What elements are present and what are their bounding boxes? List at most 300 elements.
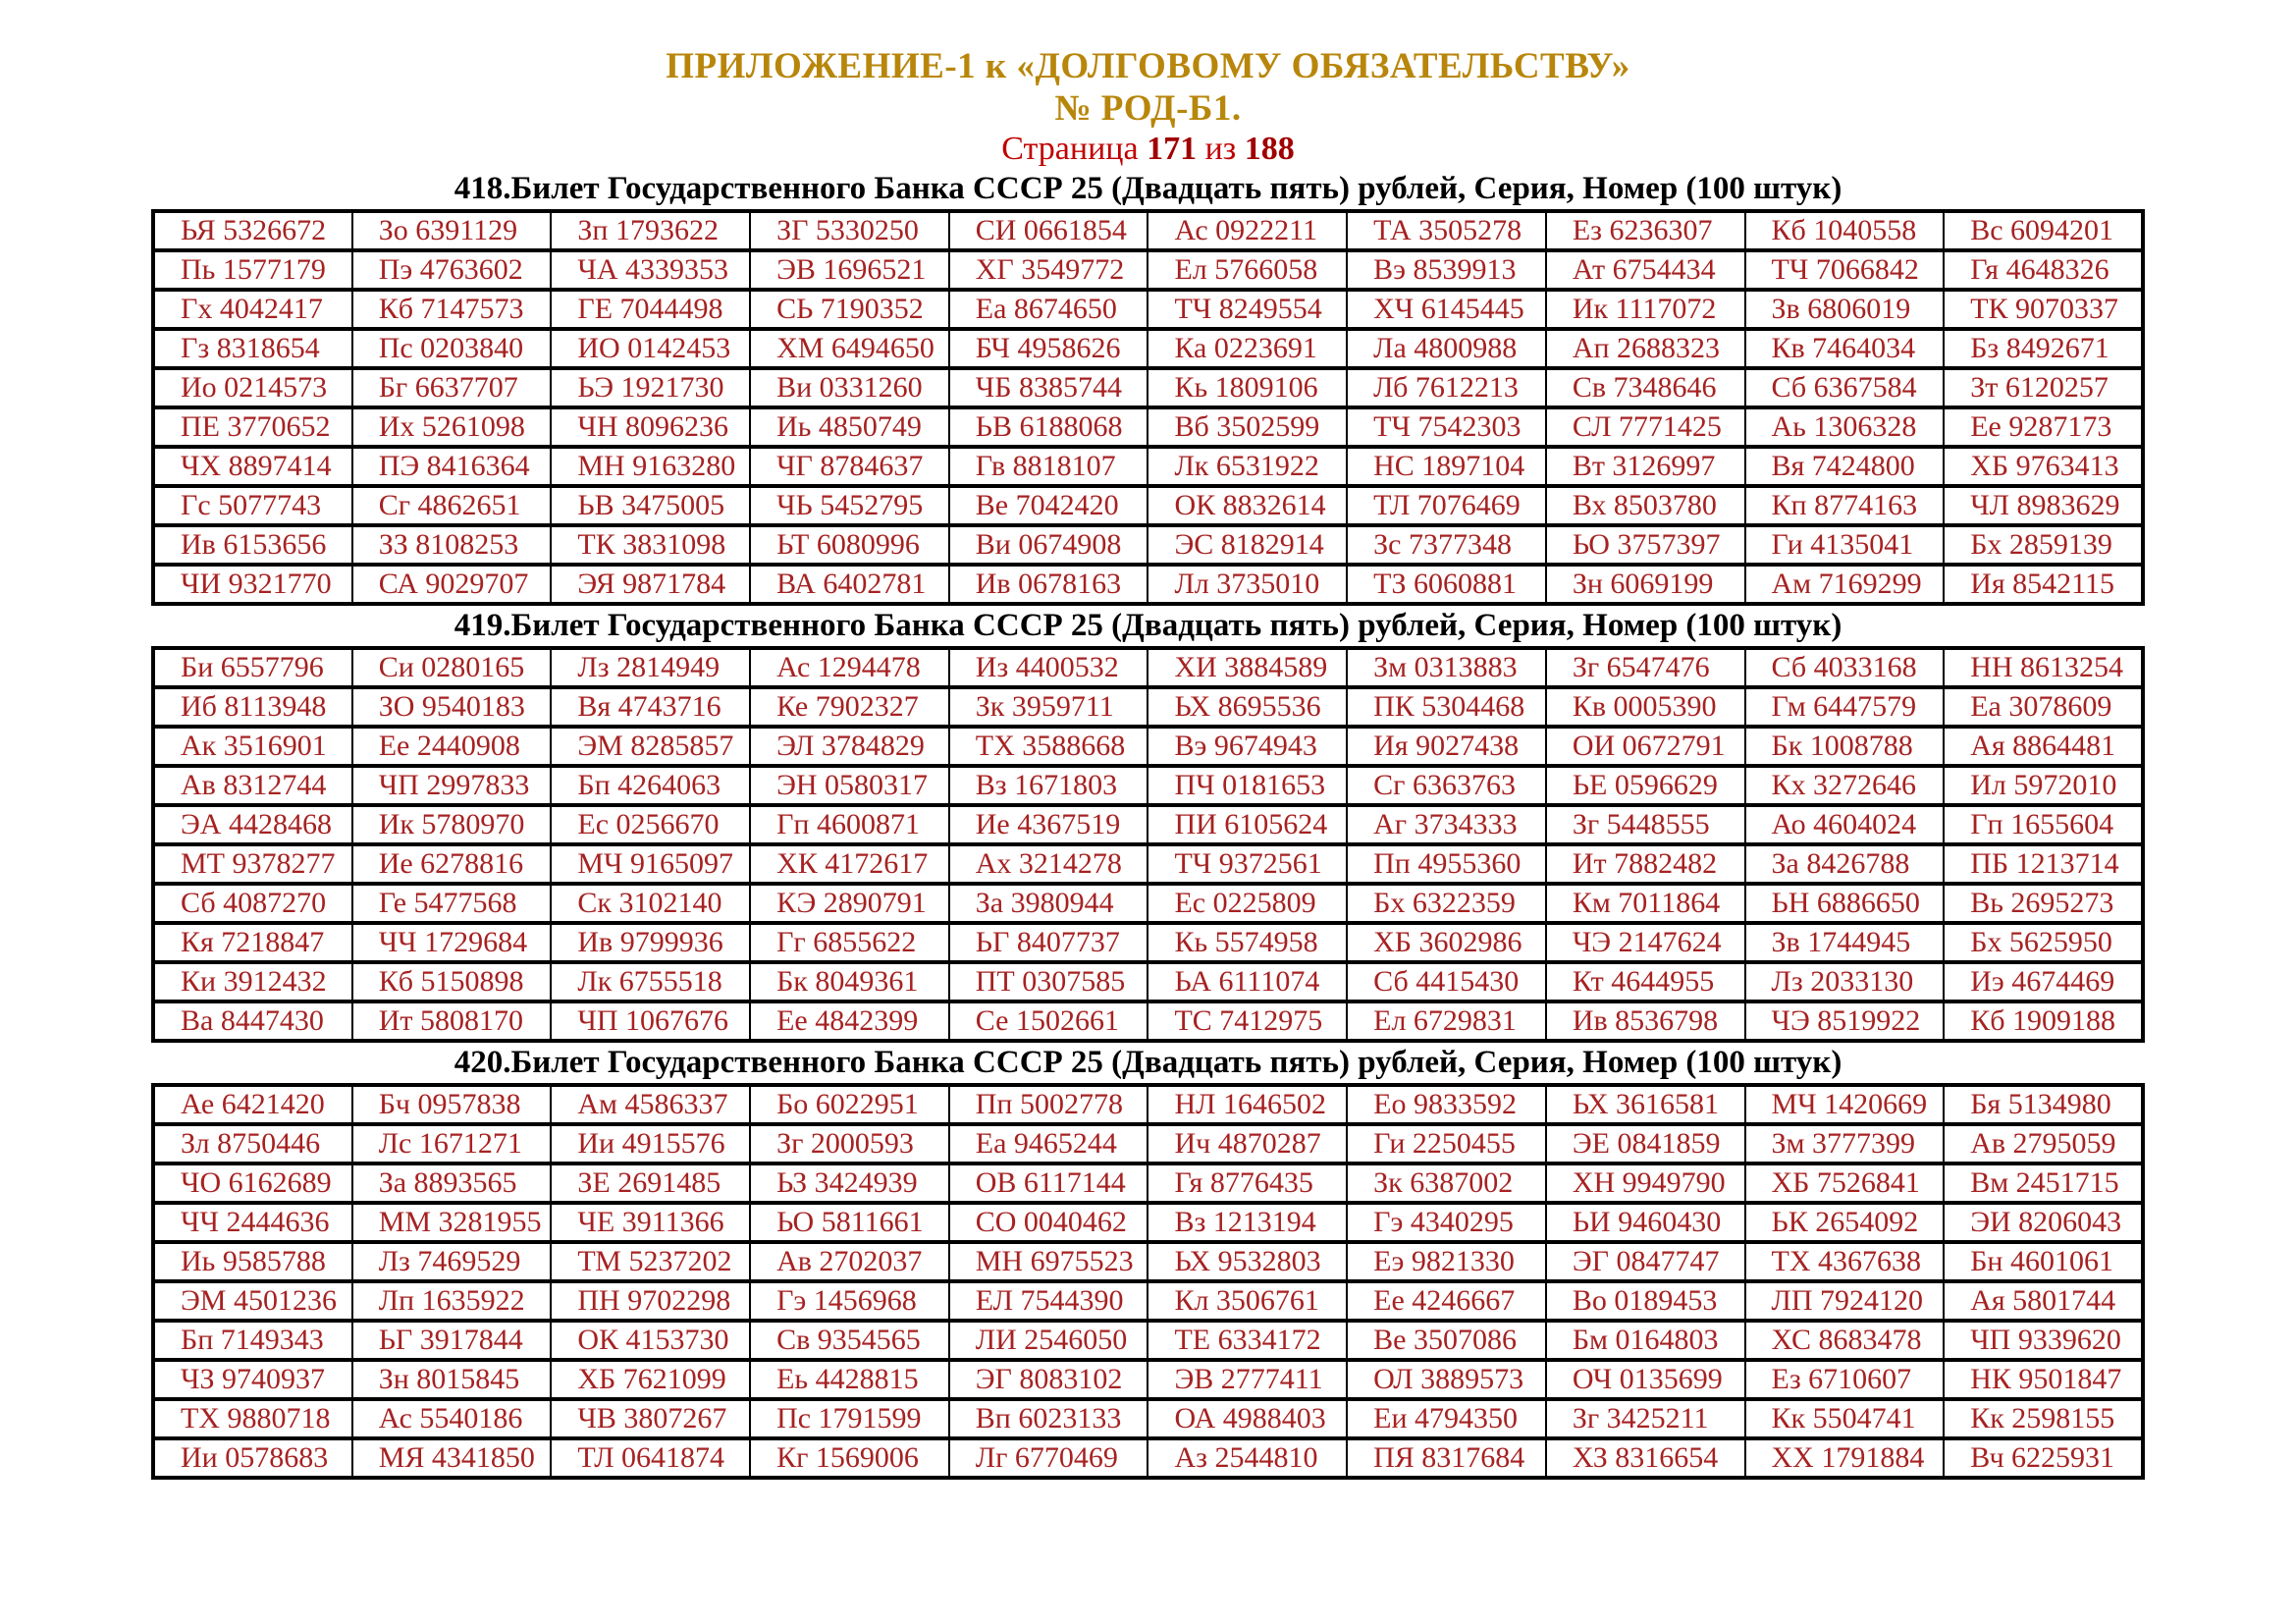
serial-cell: Гв 8818107 [949,447,1148,486]
serial-cell: ХИ 3884589 [1148,648,1347,687]
serial-cell: Гх 4042417 [153,290,352,329]
serial-cell: Кб 5150898 [352,962,552,1001]
table-418-header: 418.Билет Государственного Банка СССР 25 (Двадцать пять) рублей, Серия, Номер (100 штук) [454,171,1842,206]
serial-cell: Сг 4862651 [352,486,552,525]
serial-cell: Бо 6022951 [750,1085,949,1124]
serial-cell: ЬГ 3917844 [352,1321,552,1360]
serial-cell: Вч 6225931 [1944,1438,2143,1478]
serial-cell: Зн 8015845 [352,1360,552,1399]
serial-cell: Ио 0214573 [153,368,352,407]
serial-cell: ЧЧ 1729684 [352,923,552,962]
serial-cell: Ив 0678163 [949,565,1148,604]
serial-cell: Ие 6278816 [352,844,552,884]
serial-cell: ХБ 9763413 [1944,447,2143,486]
serial-row [153,1164,2143,1203]
serial-cell: Ия 8542115 [1944,565,2143,604]
serial-cell: ЬЕ 0596629 [1546,766,1745,805]
serial-cell: ЭС 8182914 [1148,525,1347,565]
serial-row [153,368,2143,407]
serial-cell: ЧИ 9321770 [153,565,352,604]
serial-row [153,1001,2143,1041]
serial-cell: ТА 3505278 [1347,211,1546,250]
table-420-header: 420.Билет Государственного Банка СССР 25 (Двадцать пять) рублей, Серия, Номер (100 штук) [454,1045,1842,1080]
serial-cell: Ии 4915576 [551,1124,750,1164]
serial-cell: ЧО 6162689 [153,1164,352,1203]
serial-row [153,1360,2143,1399]
serial-cell: ТЕ 6334172 [1148,1321,1347,1360]
serial-cell: Ик 1117072 [1546,290,1745,329]
table-419-header: 419.Билет Государственного Банка СССР 25 (Двадцать пять) рублей, Серия, Номер (100 штук) [454,608,1842,643]
serial-cell: ОК 4153730 [551,1321,750,1360]
serial-cell: ХГ 3549772 [949,250,1148,290]
serial-cell: Во 0189453 [1546,1281,1745,1321]
serial-cell: ВА 6402781 [750,565,949,604]
serial-cell: Кк 2598155 [1944,1399,2143,1438]
serial-cell: Зв 1744945 [1745,923,1945,962]
serial-cell: Ав 8312744 [153,766,352,805]
serial-row [153,565,2143,604]
serial-cell: ЧН 8096236 [551,407,750,447]
serial-cell: ЧБ 8385744 [949,368,1148,407]
serial-cell: Ва 8447430 [153,1001,352,1041]
serial-cell: Кя 7218847 [153,923,352,962]
serial-cell: Бз 8492671 [1944,329,2143,368]
serial-cell: ТХ 3588668 [949,727,1148,766]
serial-cell: ТМ 5237202 [551,1242,750,1281]
serial-cell: ОЛ 3889573 [1347,1360,1546,1399]
serial-cell: Ге 5477568 [352,884,552,923]
serial-cell: ХМ 6494650 [750,329,949,368]
serial-cell: ЧП 2997833 [352,766,552,805]
serial-cell: Бх 2859139 [1944,525,2143,565]
serial-cell: Вя 7424800 [1745,447,1945,486]
serial-cell: ТХ 9880718 [153,1399,352,1438]
serial-cell: ОИ 0672791 [1546,727,1745,766]
serial-cell: Ве 3507086 [1347,1321,1546,1360]
serial-cell: КЭ 2890791 [750,884,949,923]
serial-cell: ЭВ 1696521 [750,250,949,290]
serial-cell: ЧЕ 3911366 [551,1203,750,1242]
serial-row [153,766,2143,805]
serial-cell: Иэ 4674469 [1944,962,2143,1001]
serial-cell: Зг 6547476 [1546,648,1745,687]
serial-cell: ЬО 5811661 [750,1203,949,1242]
serial-cell: Бх 6322359 [1347,884,1546,923]
serial-cell: ЧЛ 8983629 [1944,486,2143,525]
serial-cell: Кв 0005390 [1546,687,1745,727]
serial-cell: Ас 1294478 [750,648,949,687]
serial-cell: Ае 6421420 [153,1085,352,1124]
serial-cell: ТЗ 6060881 [1347,565,1546,604]
serial-cell: Гэ 1456968 [750,1281,949,1321]
serial-cell: ЬХ 8695536 [1148,687,1347,727]
serial-cell: Лз 2033130 [1745,962,1945,1001]
serial-cell: Зт 6120257 [1944,368,2143,407]
serial-cell: ЧЧ 2444636 [153,1203,352,1242]
serial-cell: ЧП 1067676 [551,1001,750,1041]
serial-row [153,407,2143,447]
serial-cell: Еэ 9821330 [1347,1242,1546,1281]
serial-cell: Ас 5540186 [352,1399,552,1438]
serial-cell: Ее 9287173 [1944,407,2143,447]
serial-cell: Вэ 9674943 [1148,727,1347,766]
serial-cell: Пп 4955360 [1347,844,1546,884]
serial-cell: Лп 1635922 [352,1281,552,1321]
serial-cell: Аь 1306328 [1745,407,1945,447]
serial-row [153,1242,2143,1281]
serial-cell: Зо 6391129 [352,211,552,250]
serial-cell: Ие 4367519 [949,805,1148,844]
serial-cell: Вт 3126997 [1546,447,1745,486]
serial-cell: ОВ 6117144 [949,1164,1148,1203]
serial-row [153,486,2143,525]
serial-cell: ПЕ 3770652 [153,407,352,447]
serial-cell: Вь 2695273 [1944,884,2143,923]
serial-cell: ПБ 1213714 [1944,844,2143,884]
serial-row [153,250,2143,290]
serial-cell: Зв 6806019 [1745,290,1945,329]
serial-table-418 [151,209,2145,606]
serial-cell: ЧА 4339353 [551,250,750,290]
serial-cell: Ит 5808170 [352,1001,552,1041]
serial-cell: Зг 3425211 [1546,1399,1745,1438]
serial-cell: Бч 0957838 [352,1085,552,1124]
serial-cell: Ке 7902327 [750,687,949,727]
serial-cell: ЕЛ 7544390 [949,1281,1148,1321]
serial-cell: Ав 2795059 [1944,1124,2143,1164]
serial-cell: Бп 7149343 [153,1321,352,1360]
serial-cell: Ап 2688323 [1546,329,1745,368]
serial-cell: Ас 0922211 [1148,211,1347,250]
serial-cell: Еи 4794350 [1347,1399,1546,1438]
serial-cell: ХС 8683478 [1745,1321,1945,1360]
serial-row [153,525,2143,565]
serial-row [153,884,2143,923]
serial-row [153,211,2143,250]
serial-cell: ПЭ 8416364 [352,447,552,486]
serial-cell: Еа 3078609 [1944,687,2143,727]
serial-cell: ЧЭ 8519922 [1745,1001,1945,1041]
serial-cell: ТЧ 8249554 [1148,290,1347,329]
serial-cell: ИО 0142453 [551,329,750,368]
serial-cell: ОА 4988403 [1148,1399,1347,1438]
serial-cell: Ак 3516901 [153,727,352,766]
serial-row [153,1281,2143,1321]
serial-cell: Лб 7612213 [1347,368,1546,407]
serial-cell: Бх 5625950 [1944,923,2143,962]
serial-cell: Пэ 4763602 [352,250,552,290]
serial-cell: Кь 5574958 [1148,923,1347,962]
serial-cell: Ск 3102140 [551,884,750,923]
serial-cell: ЭГ 0847747 [1546,1242,1745,1281]
serial-cell: ЧХ 8897414 [153,447,352,486]
serial-cell: ХЗ 8316654 [1546,1438,1745,1478]
serial-cell: Еа 9465244 [949,1124,1148,1164]
serial-cell: ТЛ 7076469 [1347,486,1546,525]
serial-cell: ММ 3281955 [352,1203,552,1242]
serial-cell: Лк 6755518 [551,962,750,1001]
serial-cell: ТК 3831098 [551,525,750,565]
serial-cell: Ая 8864481 [1944,727,2143,766]
serial-row [153,329,2143,368]
page-total-number: 188 [1244,131,1295,167]
serial-cell: За 3980944 [949,884,1148,923]
serial-cell: ЬК 2654092 [1745,1203,1945,1242]
serial-cell: Зг 5448555 [1546,805,1745,844]
serial-cell: ТК 9070337 [1944,290,2143,329]
serial-cell: Кк 5504741 [1745,1399,1945,1438]
document-title-line2: № РОД-Б1. [1054,88,1242,129]
serial-cell: Лс 1671271 [352,1124,552,1164]
serial-cell: ЬН 6886650 [1745,884,1945,923]
serial-row [153,962,2143,1001]
serial-cell: ЭА 4428468 [153,805,352,844]
serial-table-419 [151,646,2145,1043]
serial-cell: ЧГ 8784637 [750,447,949,486]
serial-cell: ЧЗ 9740937 [153,1360,352,1399]
serial-cell: Ви 0674908 [949,525,1148,565]
serial-cell: Бп 4264063 [551,766,750,805]
serial-cell: МЧ 1420669 [1745,1085,1945,1124]
serial-cell: Зк 3959711 [949,687,1148,727]
serial-cell: Еа 8674650 [949,290,1148,329]
serial-cell: Ах 3214278 [949,844,1148,884]
serial-cell: Их 5261098 [352,407,552,447]
serial-cell: Пп 5002778 [949,1085,1148,1124]
serial-cell: Ес 0256670 [551,805,750,844]
serial-row [153,923,2143,962]
serial-cell: НЛ 1646502 [1148,1085,1347,1124]
serial-cell: Кь 1809106 [1148,368,1347,407]
serial-cell: ЬТ 6080996 [750,525,949,565]
serial-cell: ХБ 3602986 [1347,923,1546,962]
serial-cell: ПК 5304468 [1347,687,1546,727]
serial-cell: Аг 3734333 [1347,805,1546,844]
serial-cell: ХН 9949790 [1546,1164,1745,1203]
serial-cell: Вп 6023133 [949,1399,1148,1438]
serial-cell: НК 9501847 [1944,1360,2143,1399]
serial-cell: Кв 7464034 [1745,329,1945,368]
serial-cell: ЭН 0580317 [750,766,949,805]
serial-cell: Ез 6236307 [1546,211,1745,250]
serial-cell: Бн 4601061 [1944,1242,2143,1281]
serial-cell: Бг 6637707 [352,368,552,407]
serial-cell: ТХ 4367638 [1745,1242,1945,1281]
page-of-word: из [1204,131,1237,167]
serial-cell: ЬХ 3616581 [1546,1085,1745,1124]
serial-cell: Иб 8113948 [153,687,352,727]
serial-cell: Кх 3272646 [1745,766,1945,805]
serial-cell: ТЛ 0641874 [551,1438,750,1478]
serial-cell: Ее 4842399 [750,1001,949,1041]
serial-cell: ЬЯ 5326672 [153,211,352,250]
serial-cell: Гг 6855622 [750,923,949,962]
serial-cell: Ел 6729831 [1347,1001,1546,1041]
serial-cell: ТЧ 9372561 [1148,844,1347,884]
serial-cell: НН 8613254 [1944,648,2143,687]
serial-cell: Сб 4087270 [153,884,352,923]
serial-cell: ЭМ 4501236 [153,1281,352,1321]
serial-cell: ЗГ 5330250 [750,211,949,250]
serial-cell: Км 7011864 [1546,884,1745,923]
serial-row [153,290,2143,329]
serial-cell: Кт 4644955 [1546,962,1745,1001]
page-current-number: 171 [1147,131,1198,167]
document-title-line1: ПРИЛОЖЕНИЕ-1 к «ДОЛГОВОМУ ОБЯЗАТЕЛЬСТВУ» [666,46,1630,86]
serial-cell: Вя 4743716 [551,687,750,727]
serial-cell: МЧ 9165097 [551,844,750,884]
serial-cell: ОК 8832614 [1148,486,1347,525]
serial-cell: Пс 0203840 [352,329,552,368]
serial-cell: ХБ 7621099 [551,1360,750,1399]
page-indicator [151,130,2145,169]
serial-cell: Ил 5972010 [1944,766,2143,805]
serial-cell: Ес 0225809 [1148,884,1347,923]
serial-cell: Ел 5766058 [1148,250,1347,290]
serial-cell: Зн 6069199 [1546,565,1745,604]
serial-cell: ПИ 6105624 [1148,805,1347,844]
serial-cell: Сг 6363763 [1347,766,1546,805]
serial-cell: Гэ 4340295 [1347,1203,1546,1242]
serial-cell: ЛП 7924120 [1745,1281,1945,1321]
serial-cell: Гп 1655604 [1944,805,2143,844]
serial-cell: Из 4400532 [949,648,1148,687]
serial-cell: ЬО 3757397 [1546,525,1745,565]
serial-cell: Бя 5134980 [1944,1085,2143,1124]
serial-cell: Кб 1909188 [1944,1001,2143,1041]
page-word: Страница [1001,131,1139,167]
serial-cell: Ез 6710607 [1745,1360,1945,1399]
serial-cell: ЗО 9540183 [352,687,552,727]
serial-table-420 [151,1083,2145,1480]
serial-cell: Кп 8774163 [1745,486,1945,525]
serial-cell: МТ 9378277 [153,844,352,884]
document-page [151,0,2145,1480]
serial-cell: Лз 7469529 [352,1242,552,1281]
serial-cell: ЧП 9339620 [1944,1321,2143,1360]
serial-cell: Вс 6094201 [1944,211,2143,250]
serial-cell: Ав 2702037 [750,1242,949,1281]
serial-cell: Иь 9585788 [153,1242,352,1281]
serial-cell: ЧЬ 5452795 [750,486,949,525]
serial-cell: Бм 0164803 [1546,1321,1745,1360]
serial-cell: ЬИ 9460430 [1546,1203,1745,1242]
serial-cell: Зм 3777399 [1745,1124,1945,1164]
serial-cell: Ам 7169299 [1745,565,1945,604]
serial-cell: Зс 7377348 [1347,525,1546,565]
serial-cell: Ии 0578683 [153,1438,352,1478]
serial-cell: Сб 4033168 [1745,648,1945,687]
serial-cell: Ее 2440908 [352,727,552,766]
serial-cell: Ия 9027438 [1347,727,1546,766]
serial-cell: Бк 8049361 [750,962,949,1001]
serial-cell: Ки 3912432 [153,962,352,1001]
serial-cell: ХЧ 6145445 [1347,290,1546,329]
serial-row [153,1321,2143,1360]
serial-cell: ПТ 0307585 [949,962,1148,1001]
serial-cell: Вэ 8539913 [1347,250,1546,290]
serial-cell: СА 9029707 [352,565,552,604]
serial-cell: Сб 6367584 [1745,368,1945,407]
serial-cell: ЬВ 3475005 [551,486,750,525]
serial-cell: Ги 4135041 [1745,525,1945,565]
serial-cell: ЭМ 8285857 [551,727,750,766]
serial-cell: БЧ 4958626 [949,329,1148,368]
serial-cell: Ик 5780970 [352,805,552,844]
serial-cell: ЬЭ 1921730 [551,368,750,407]
serial-cell: Пь 1577179 [153,250,352,290]
serial-cell: Ги 2250455 [1347,1124,1546,1164]
serial-cell: Вх 8503780 [1546,486,1745,525]
serial-row [153,1085,2143,1124]
serial-cell: Гя 8776435 [1148,1164,1347,1203]
serial-cell: Св 9354565 [750,1321,949,1360]
serial-cell: ЧЭ 2147624 [1546,923,1745,962]
serial-cell: СЛ 7771425 [1546,407,1745,447]
serial-cell: Кб 1040558 [1745,211,1945,250]
serial-cell: Аз 2544810 [1148,1438,1347,1478]
serial-cell: Зм 0313883 [1347,648,1546,687]
serial-row [153,648,2143,687]
serial-cell: Еь 4428815 [750,1360,949,1399]
serial-cell: Гм 6447579 [1745,687,1945,727]
serial-cell: За 8426788 [1745,844,1945,884]
serial-row [153,687,2143,727]
serial-cell: ТС 7412975 [1148,1001,1347,1041]
serial-cell: СО 0040462 [949,1203,1148,1242]
serial-row [153,1438,2143,1478]
serial-cell: ЬВ 6188068 [949,407,1148,447]
serial-cell: ХХ 1791884 [1745,1438,1945,1478]
serial-cell: ЭГ 8083102 [949,1360,1148,1399]
serial-cell: ТЧ 7066842 [1745,250,1945,290]
serial-cell: Кл 3506761 [1148,1281,1347,1321]
serial-cell: Зл 8750446 [153,1124,352,1164]
serial-row [153,805,2143,844]
serial-cell: Би 6557796 [153,648,352,687]
serial-cell: Ив 9799936 [551,923,750,962]
serial-cell: Зк 6387002 [1347,1164,1546,1203]
serial-cell: Сб 4415430 [1347,962,1546,1001]
serial-cell: Ао 4604024 [1745,805,1945,844]
serial-row [153,447,2143,486]
serial-cell: ЬХ 9532803 [1148,1242,1347,1281]
serial-cell: ЛИ 2546050 [949,1321,1148,1360]
serial-cell: Ео 9833592 [1347,1085,1546,1124]
serial-cell: Гз 8318654 [153,329,352,368]
serial-row [153,1399,2143,1438]
serial-cell: Ка 0223691 [1148,329,1347,368]
serial-cell: Гп 4600871 [750,805,949,844]
serial-row [153,1124,2143,1164]
serial-cell: ХБ 7526841 [1745,1164,1945,1203]
serial-cell: ЭИ 8206043 [1944,1203,2143,1242]
serial-cell: ЬЗ 3424939 [750,1164,949,1203]
serial-cell: Лз 2814949 [551,648,750,687]
serial-cell: Пс 1791599 [750,1399,949,1438]
serial-cell: Си 0280165 [352,648,552,687]
serial-cell: ГЕ 7044498 [551,290,750,329]
serial-cell: МЯ 4341850 [352,1438,552,1478]
serial-cell: ТЧ 7542303 [1347,407,1546,447]
serial-cell: Лл 3735010 [1148,565,1347,604]
serial-cell: Ив 8536798 [1546,1001,1745,1041]
serial-cell: Зп 1793622 [551,211,750,250]
serial-cell: Ве 7042420 [949,486,1148,525]
serial-cell: Ла 4800988 [1347,329,1546,368]
serial-cell: МН 9163280 [551,447,750,486]
serial-cell: ЬА 6111074 [1148,962,1347,1001]
